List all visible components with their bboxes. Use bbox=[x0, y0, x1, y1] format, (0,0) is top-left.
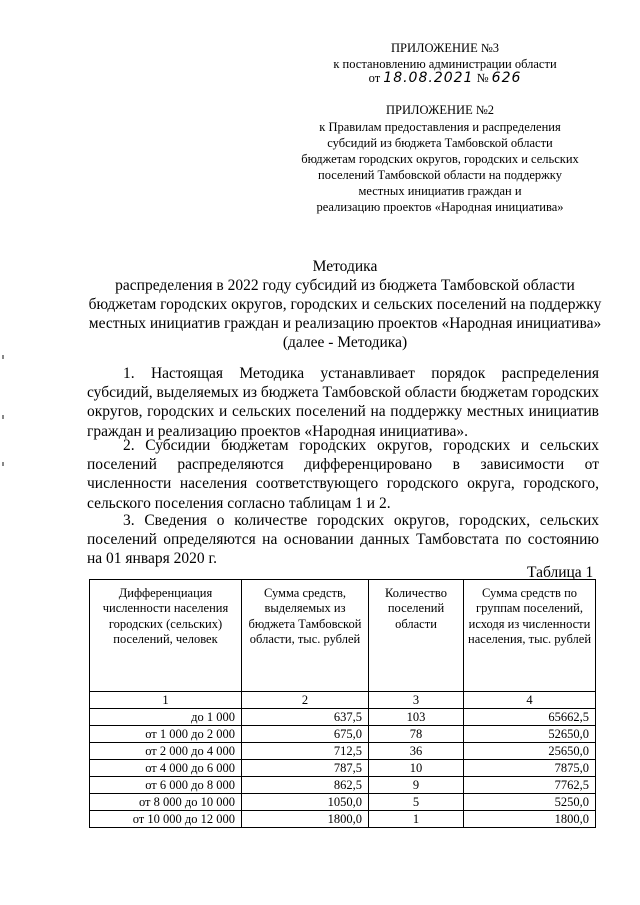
cell-population: от 2 000 до 4 000 bbox=[90, 743, 242, 760]
cell-population: до 1 000 bbox=[90, 709, 242, 726]
cell-total: 52650,0 bbox=[464, 726, 596, 743]
cell-population: от 6 000 до 8 000 bbox=[90, 777, 242, 794]
table-caption: Таблица 1 bbox=[527, 564, 594, 581]
title-line: бюджетам городских округов, городских и сельских поселений на поддержку bbox=[88, 296, 602, 313]
cell-amount: 712,5 bbox=[242, 743, 369, 760]
paragraph-1: 1. Настоящая Методика устанавливает порядок распределения субсидий, выделяемых из бюджета Тамбовской области бюджетам городских округов, городских и сельских поселений на поддержку местных инициатив граждан и реализацию проектов «Народная инициатива». bbox=[87, 365, 600, 440]
table-row bbox=[90, 743, 596, 760]
header-population: Дифференциация численности населения городских (сельских) поселений, человек bbox=[90, 580, 242, 692]
table-row bbox=[90, 811, 596, 828]
cell-amount: 787,5 bbox=[242, 760, 369, 777]
col-number: 4 bbox=[464, 692, 596, 709]
col-number: 2 bbox=[242, 692, 369, 709]
scan-mark bbox=[2, 462, 4, 466]
annex2-line: реализацию проектов «Народная инициатива» bbox=[316, 200, 564, 214]
annex2-line: к Правилам предоставления и распределения bbox=[319, 120, 561, 134]
title-line: (далее - Методика) bbox=[282, 334, 408, 351]
cell-count: 78 bbox=[369, 726, 464, 743]
title-line: распределения в 2022 году субсидий из бюджета Тамбовской области bbox=[115, 277, 575, 294]
cell-total: 7875,0 bbox=[464, 760, 596, 777]
table-row bbox=[90, 726, 596, 743]
cell-population: от 1 000 до 2 000 bbox=[90, 726, 242, 743]
table-row bbox=[90, 794, 596, 811]
col-number: 3 bbox=[369, 692, 464, 709]
annex3-block bbox=[300, 40, 590, 86]
cell-count: 36 bbox=[369, 743, 464, 760]
number-prefix: № bbox=[476, 71, 489, 85]
annex3-date-line bbox=[300, 70, 590, 86]
annex2-line: местных инициатив граждан и bbox=[358, 184, 522, 198]
header-amount: Сумма средств, выделяемых из бюджета Тамбовской области, тыс. рублей bbox=[242, 580, 369, 692]
cell-amount: 675,0 bbox=[242, 726, 369, 743]
cell-total: 65662,5 bbox=[464, 709, 596, 726]
cell-population: от 4 000 до 6 000 bbox=[90, 760, 242, 777]
header-count: Количество поселений области bbox=[369, 580, 464, 692]
table-header-row bbox=[90, 580, 596, 692]
handwritten-number: 626 bbox=[491, 70, 522, 86]
document-title bbox=[60, 257, 630, 352]
scan-mark bbox=[2, 415, 4, 419]
cell-amount: 1800,0 bbox=[242, 811, 369, 828]
cell-count: 1 bbox=[369, 811, 464, 828]
table-row bbox=[90, 760, 596, 777]
cell-amount: 1050,0 bbox=[242, 794, 369, 811]
subsidy-table bbox=[89, 579, 596, 828]
column-number-row bbox=[90, 692, 596, 709]
cell-population: от 10 000 до 12 000 bbox=[90, 811, 242, 828]
header-total: Сумма средств по группам поселений, исходя из численности населения, тыс. рублей bbox=[464, 580, 596, 692]
annex2-line: поселений Тамбовской области на поддержку bbox=[318, 168, 562, 182]
cell-total: 5250,0 bbox=[464, 794, 596, 811]
cell-count: 9 bbox=[369, 777, 464, 794]
cell-population: от 8 000 до 10 000 bbox=[90, 794, 242, 811]
date-prefix: от bbox=[368, 71, 381, 85]
cell-amount: 862,5 bbox=[242, 777, 369, 794]
annex2-line: субсидий из бюджета Тамбовской области bbox=[327, 136, 553, 150]
annex2-line: бюджетам городских округов, городских и сельских bbox=[301, 152, 579, 166]
scan-mark bbox=[2, 355, 4, 359]
title-line: местных инициатив граждан и реализацию проектов «Народная инициатива» bbox=[88, 315, 602, 332]
title-line: Методика bbox=[312, 258, 378, 275]
cell-count: 10 bbox=[369, 760, 464, 777]
handwritten-date: 18.08.2021 bbox=[383, 70, 474, 86]
cell-total: 7762,5 bbox=[464, 777, 596, 794]
paragraph-2: 2. Субсидии бюджетам городских округов, городских и сельских поселений распределяются дифференцировано в зависимости от численности населения соответствующего городского округа, городского, сельского поселения согласно таблицам 1 и 2. bbox=[87, 437, 599, 512]
annex2-title: ПРИЛОЖЕНИЕ №2 bbox=[385, 103, 495, 117]
cell-count: 5 bbox=[369, 794, 464, 811]
table-row bbox=[90, 777, 596, 794]
annex3-subtitle: к постановлению администрации области bbox=[333, 57, 557, 71]
cell-total: 25650,0 bbox=[464, 743, 596, 760]
cell-count: 103 bbox=[369, 709, 464, 726]
annex2-block bbox=[270, 102, 610, 215]
paragraph-3: 3. Сведения о количестве городских округов, городских, сельских поселений определяются на основании данных Тамбовстата по состоянию на 01 января 2020 г. bbox=[87, 512, 599, 568]
table-row bbox=[90, 709, 596, 726]
cell-amount: 637,5 bbox=[242, 709, 369, 726]
cell-total: 1800,0 bbox=[464, 811, 596, 828]
annex3-title: ПРИЛОЖЕНИЕ №3 bbox=[390, 41, 500, 55]
col-number: 1 bbox=[90, 692, 242, 709]
